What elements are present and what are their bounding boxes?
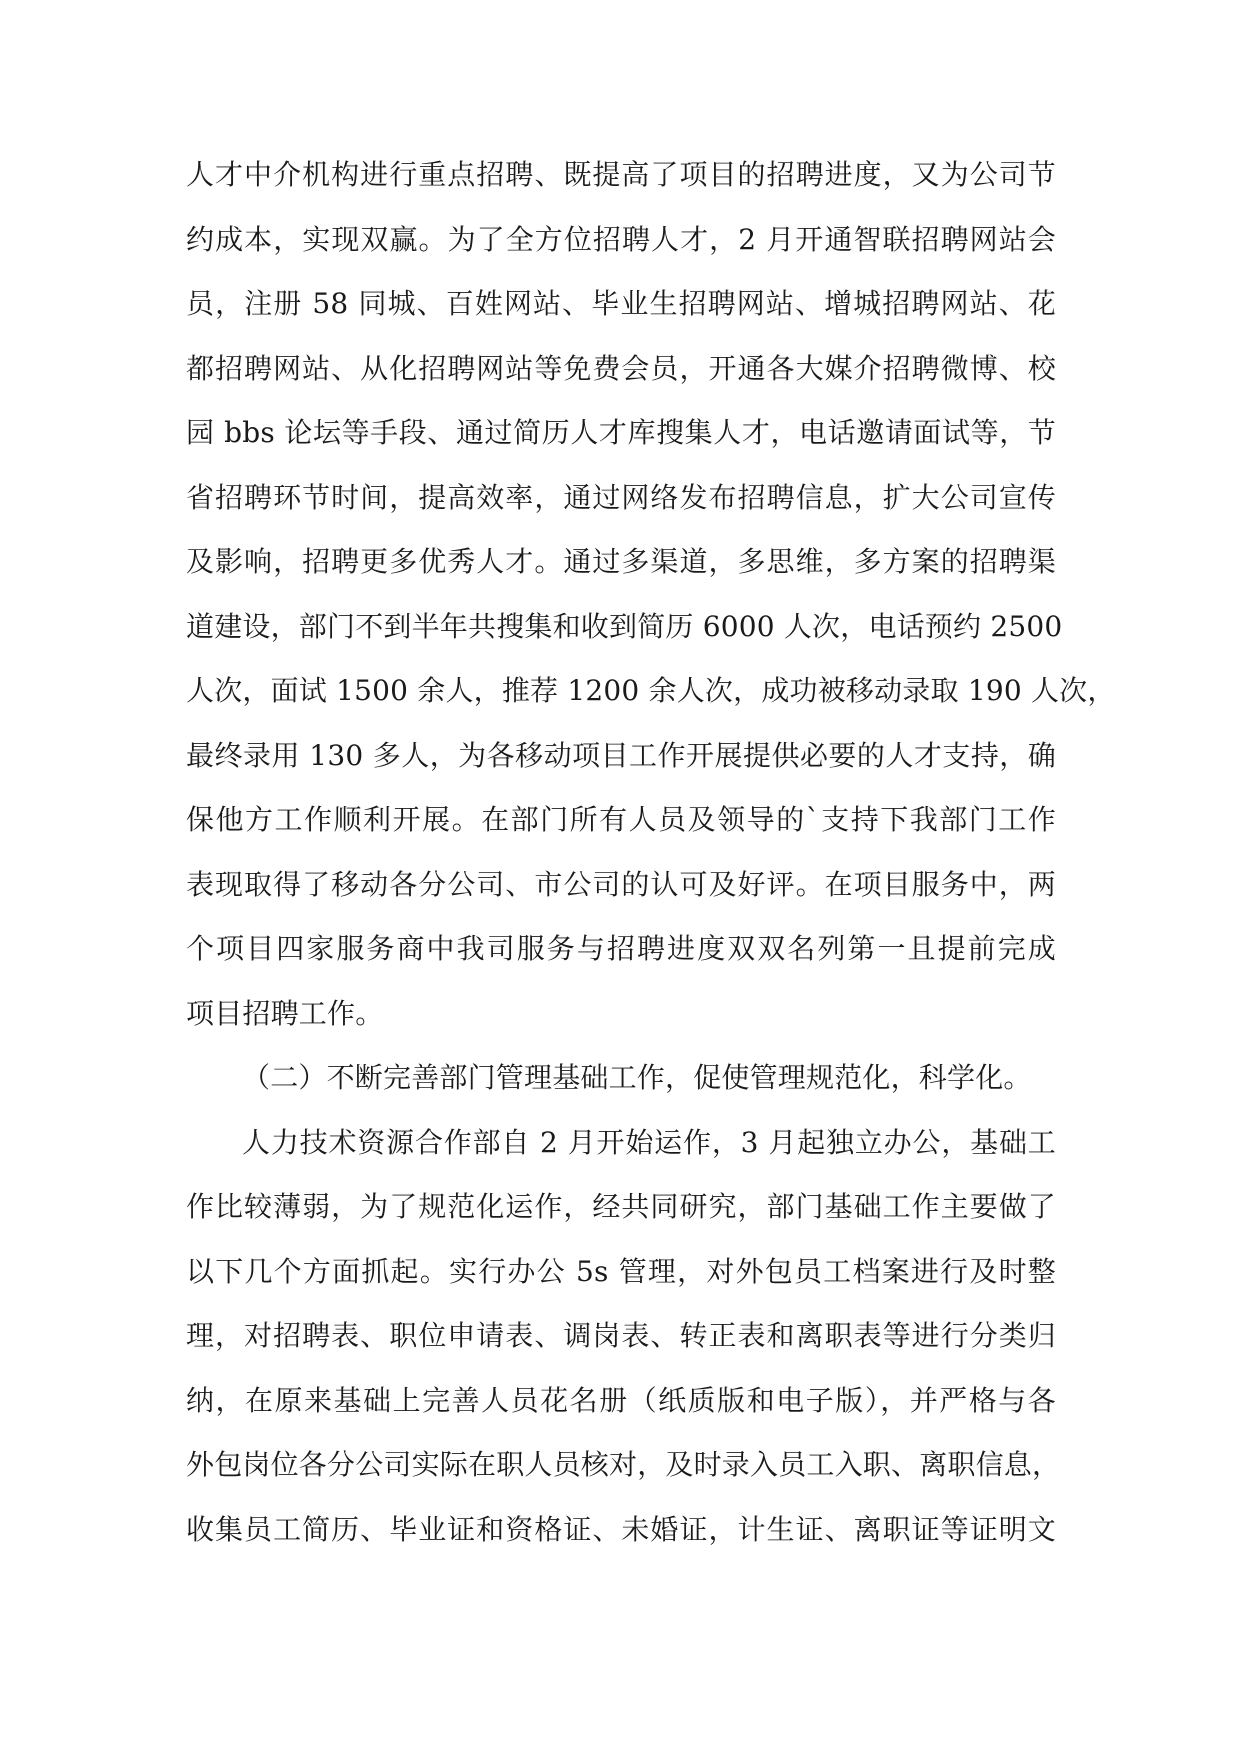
text-line: 最终录用 130 多人，为各移动项目工作开展提供必要的人才支持，确	[186, 738, 1056, 772]
paragraph-recruitment	[186, 143, 1116, 1046]
text-line: 园 bbs 论坛等手段、通过简历人才库搜集人才，电话邀请面试等，节	[186, 416, 1056, 449]
text-line: 人力技术资源合作部自 2 月开始运作，3 月起独立办公，基础工	[242, 1125, 1056, 1159]
text-line: 员，注册 58 同城、百姓网站、毕业生招聘网站、增城招聘网站、花	[186, 287, 1056, 320]
document-body	[186, 143, 1116, 1562]
text-line: 作比较薄弱，为了规范化运作，经共同研究，部门基础工作主要做了	[186, 1190, 1056, 1223]
text-line: 省招聘环节时间，提高效率，通过网络发布招聘信息，扩大公司宣传	[186, 480, 1056, 514]
text-line: 人才中介机构进行重点招聘、既提高了项目的招聘进度，又为公司节	[186, 158, 1056, 191]
text-line: 个项目四家服务商中我司服务与招聘进度双双名列第一且提前完成	[186, 932, 1056, 965]
text-line: 项目招聘工作。	[186, 996, 384, 1030]
text-line: 及影响，招聘更多优秀人才。通过多渠道，多思维，多方案的招聘渠	[186, 545, 1056, 578]
section-heading: （二）不断完善部门管理基础工作，促使管理规范化，科学化。	[242, 1061, 1032, 1094]
text-line: 都招聘网站、从化招聘网站等免费会员，开通各大媒介招聘微博、校	[186, 351, 1056, 385]
text-line: 人次，面试 1500 余人，推荐 1200 余人次，成功被移动录取 190 人次，	[186, 674, 1116, 707]
text-line: 以下几个方面抓起。实行办公 5s 管理，对外包员工档案进行及时整	[186, 1254, 1056, 1288]
text-line: 纳，在原来基础上完善人员花名册（纸质版和电子版），并严格与各	[186, 1383, 1056, 1417]
paragraph-management	[186, 1111, 1061, 1563]
text-line: 保他方工作顺利开展。在部门所有人员及领导的`支持下我部门工作	[186, 803, 1056, 836]
text-line: 表现取得了移动各分公司、市公司的认可及好评。在项目服务中，两	[186, 867, 1056, 901]
text-line: 理，对招聘表、职位申请表、调岗表、转正表和离职表等进行分类归	[186, 1319, 1056, 1352]
text-line: 道建设，部门不到半年共搜集和收到简历 6000 人次，电话预约 2500	[186, 609, 1063, 643]
text-line: 约成本，实现双赢。为了全方位招聘人才，2 月开通智联招聘网站会	[186, 222, 1056, 256]
text-line: 外包岗位各分公司实际在职人员核对，及时录入员工入职、离职信息，	[186, 1448, 1061, 1481]
text-line: 收集员工简历、毕业证和资格证、未婚证，计生证、离职证等证明文	[186, 1512, 1056, 1546]
